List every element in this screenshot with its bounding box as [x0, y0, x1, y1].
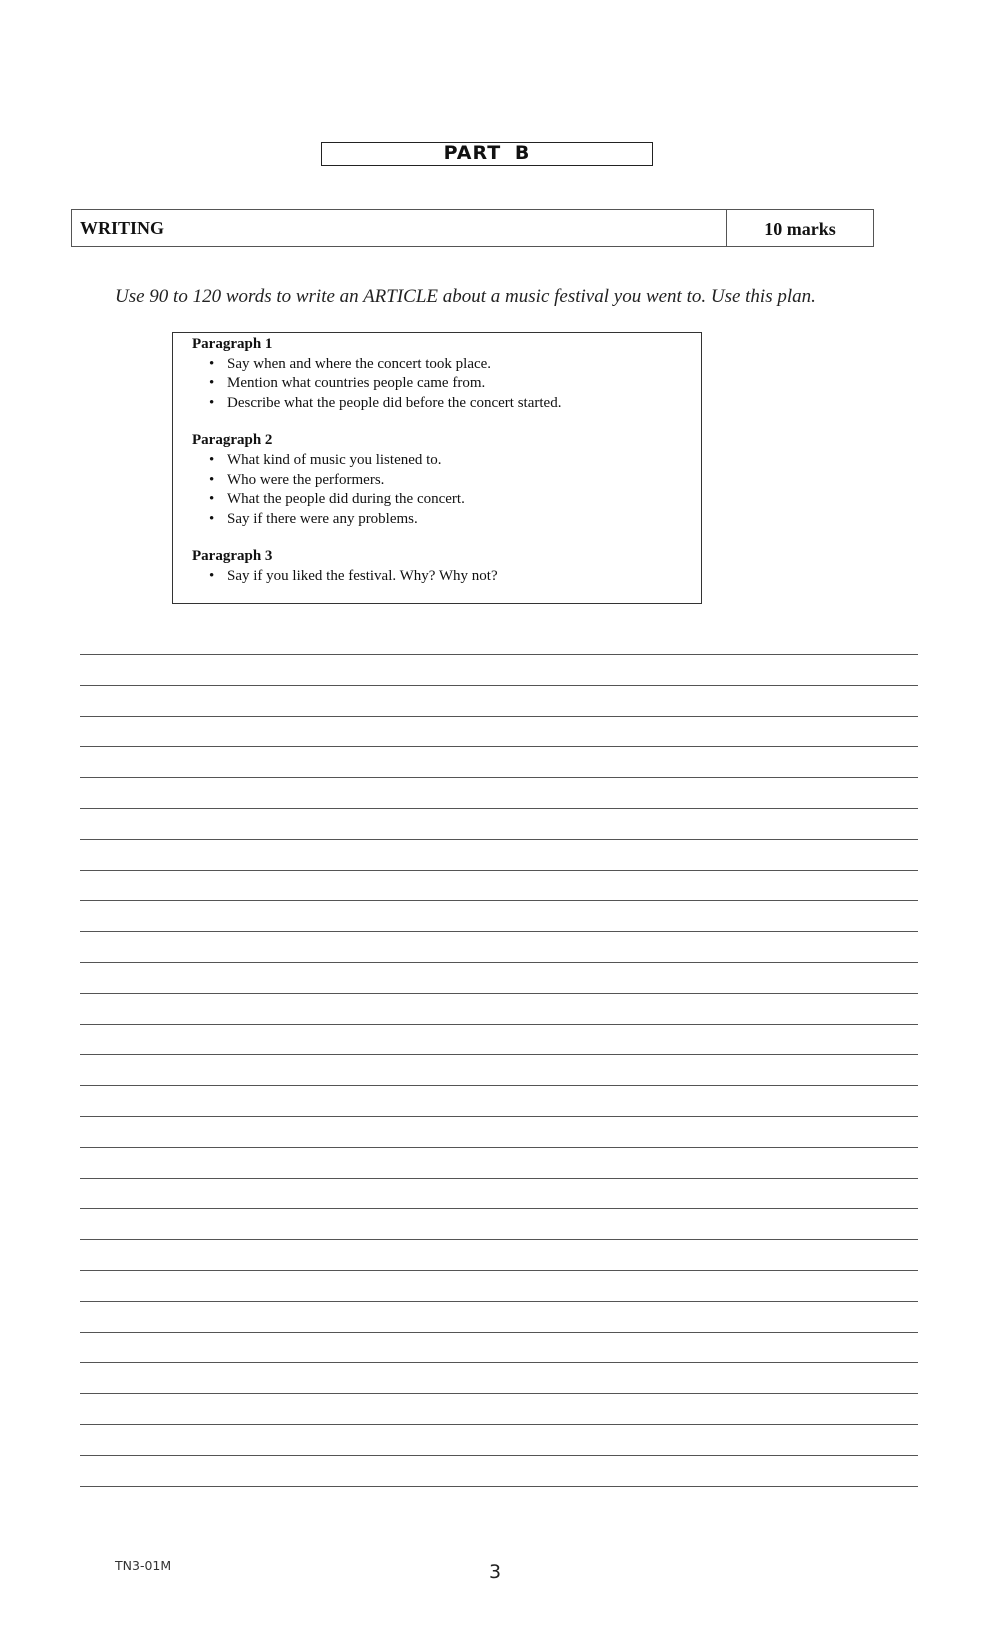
task-instruction: Use 90 to 120 words to write an ARTICLE about a music festival you went to. Use this plan.	[115, 286, 816, 307]
answer-line[interactable]	[80, 839, 918, 840]
section-header	[71, 209, 874, 247]
paragraph-heading: Paragraph 1	[192, 336, 273, 352]
answer-line[interactable]	[80, 900, 918, 901]
answer-line[interactable]	[80, 1393, 918, 1394]
answer-line[interactable]	[80, 931, 918, 932]
bullet-item: • Mention what countries people came from.	[194, 374, 701, 394]
bullet-item: • Who were the performers.	[194, 471, 701, 491]
answer-line[interactable]	[80, 1332, 918, 1333]
answer-line[interactable]	[80, 870, 918, 871]
answer-line[interactable]	[80, 993, 918, 994]
answer-line[interactable]	[80, 1178, 918, 1179]
bullet-item: • Describe what the people did before the concert started.	[194, 394, 701, 414]
plan-paragraph-1	[194, 335, 701, 413]
answer-line[interactable]	[80, 1054, 918, 1055]
answer-line[interactable]	[80, 962, 918, 963]
plan-paragraph-2	[194, 431, 701, 529]
bullet-item: • What kind of music you listened to.	[194, 451, 701, 471]
answer-line[interactable]	[80, 1024, 918, 1025]
bullet-list	[194, 451, 701, 529]
bullet-item: • Say if there were any problems.	[194, 510, 701, 530]
answer-line[interactable]	[80, 746, 918, 747]
bullet-item: • Say if you liked the festival. Why? Why not?	[194, 567, 701, 587]
paragraph-heading: Paragraph 3	[192, 548, 273, 565]
document-code: TN3-01M	[115, 1558, 172, 1573]
answer-line[interactable]	[80, 654, 918, 655]
answer-line[interactable]	[80, 1301, 918, 1302]
answer-line[interactable]	[80, 1270, 918, 1271]
section-marks: 10 marks	[764, 219, 836, 239]
answer-line[interactable]	[80, 1116, 918, 1117]
answer-line[interactable]	[80, 1486, 918, 1487]
plan-paragraph-3	[194, 547, 701, 586]
plan-box	[172, 332, 702, 604]
part-heading: PART B	[321, 142, 653, 166]
answer-line[interactable]	[80, 1424, 918, 1425]
bullet-list	[194, 567, 701, 587]
answer-line[interactable]	[80, 685, 918, 686]
bullet-item: • Say when and where the concert took place.	[194, 355, 701, 375]
answer-line[interactable]	[80, 1208, 918, 1209]
paragraph-heading: Paragraph 2	[192, 432, 273, 449]
answer-line[interactable]	[80, 1239, 918, 1240]
answer-line[interactable]	[80, 1147, 918, 1148]
page-number: 3	[488, 1561, 502, 1583]
answer-line[interactable]	[80, 777, 918, 778]
section-title: WRITING	[72, 210, 727, 246]
answer-line[interactable]	[80, 1362, 918, 1363]
answer-lines[interactable]	[80, 654, 918, 1490]
answer-line[interactable]	[80, 808, 918, 809]
bullet-item: • What the people did during the concert.	[194, 490, 701, 510]
answer-line[interactable]	[80, 1455, 918, 1456]
answer-line[interactable]	[80, 1085, 918, 1086]
bullet-list	[194, 355, 701, 414]
answer-line[interactable]	[80, 716, 918, 717]
